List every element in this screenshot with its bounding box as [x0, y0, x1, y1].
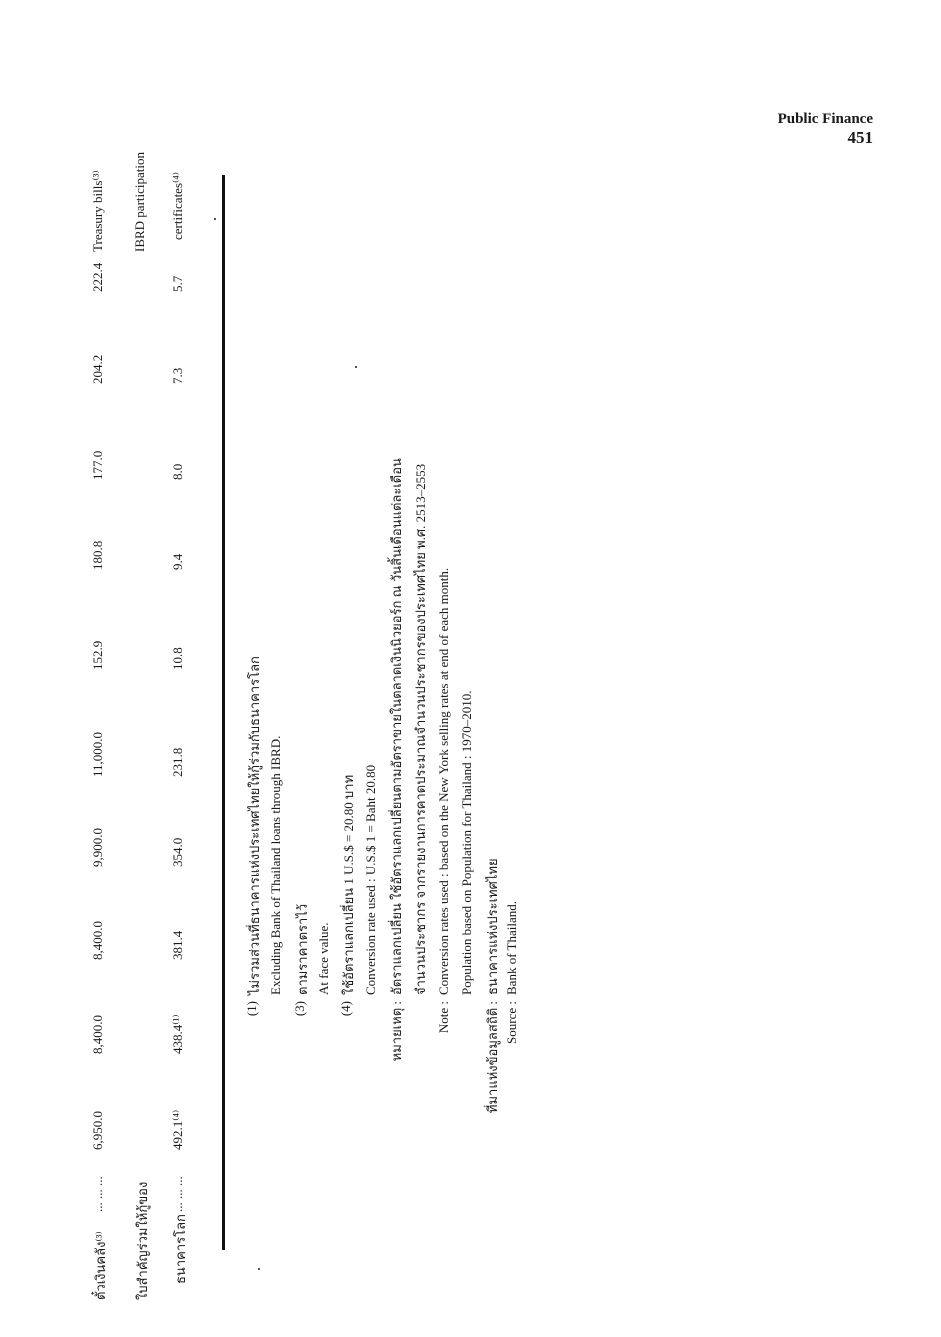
cell: 11,000.0: [90, 731, 105, 777]
footnote-text: อัตราแลกเปลี่ยน ใช้อัตราแลกเปลี่ยนตามอัตราขายในตลาดเงินนิวยอร์ก ณ วันสิ้นเดือนแต่ละเดือน: [389, 458, 404, 995]
footnote: [363, 765, 379, 995]
cell: 9,900.0: [90, 828, 105, 867]
footnote: [482, 858, 503, 1114]
cell: 204.2: [90, 354, 105, 384]
cell: 8,400.0: [90, 921, 105, 960]
footnote-text: Bank of Thailand.: [504, 901, 519, 995]
row-label-english-line1: IBRD participation: [132, 151, 147, 252]
cell: 231.8: [170, 747, 185, 777]
footnote-text: ใช้อัตราแลกเปลี่ยน 1 U.S.$ = 20.80 บาท: [341, 774, 356, 995]
cell: 354.0: [170, 837, 185, 867]
footnote: [244, 656, 265, 1017]
footnote-text: Conversion rates used : based on the New York selling rates at end of each month.: [436, 567, 451, 995]
footnote: [386, 458, 407, 1062]
row-dots: ... ... ...: [90, 1176, 105, 1212]
cell: 177.0: [90, 450, 105, 480]
page-number: 451: [847, 128, 873, 147]
footnote-key: (1): [244, 1001, 259, 1017]
cell: 222.4: [90, 262, 105, 292]
footnote-key: (3): [292, 1001, 307, 1017]
cell: 438.4⁽¹⁾: [170, 1014, 185, 1054]
footnote: [436, 567, 452, 1034]
cell: 6,950.0: [90, 1111, 105, 1150]
footnote-text: ไม่รวมส่วนที่ธนาคารแห่งประเทศไทยให้กู้ร่วมกับธนาคารโลก: [247, 656, 262, 995]
row-label-thai-line1: ใบสำคัญร่วมให้กู้ของ: [135, 1181, 150, 1300]
cell: 492.1⁽⁴⁾: [170, 1109, 185, 1150]
footnote-key: Source :: [504, 1001, 519, 1044]
footnote-text: Conversion rate used : U.S.$ 1 = Baht 20.80: [363, 764, 378, 995]
cell: 9.4: [170, 553, 185, 570]
footnote-key: (4): [338, 1001, 353, 1017]
cell: 381.4: [170, 930, 185, 960]
cell: 180.8: [90, 540, 105, 570]
footnote-text: ตามราคาตราไว้: [295, 903, 310, 995]
cell: 10.8: [170, 647, 185, 670]
footnote-key: หมายเหตุ :: [389, 1001, 404, 1062]
footnote: [268, 736, 284, 995]
footnote: [338, 774, 359, 1017]
cell: 5.7: [170, 275, 185, 292]
cell: 8,400.0: [90, 1015, 105, 1054]
rotated-table-page: [52, 151, 519, 1300]
footnote: [410, 464, 431, 995]
footnote-text: จำนวนประชากร จากรายงานการคาดประมาณจำนวนประชากรของประเทศไทย พ.ศ. 2513–2553: [413, 463, 428, 995]
footnote-key: Note :: [436, 1001, 451, 1034]
row-label-thai: ธนาคารโลก: [173, 1214, 188, 1284]
cell: 152.9: [90, 640, 105, 670]
footnote-text: At face value.: [316, 922, 331, 995]
footnote-key: ที่มาแห่งข้อมูลสถิติ :: [485, 1001, 500, 1114]
footnote-text: ธนาคารแห่งประเทศไทย: [485, 858, 500, 995]
row-dots: ... ... ...: [170, 1176, 185, 1212]
cell: 8.0: [170, 463, 185, 480]
cell: 7.3: [170, 367, 185, 384]
footnote: [504, 901, 520, 1044]
row-label-english: Treasury bills⁽³⁾: [90, 170, 105, 252]
page-header: [778, 110, 873, 148]
row-label-english: certificates⁽⁴⁾: [170, 172, 185, 240]
footnote: [292, 903, 313, 1017]
footnote-text: Excluding Bank of Thailand loans through IBRD.: [268, 735, 283, 995]
section-title: Public Finance: [777, 111, 873, 127]
footnote-text: Population based on Population for Thailand : 1970–2010.: [459, 690, 474, 995]
footnote: [316, 922, 332, 995]
footnote: [459, 690, 475, 995]
row-label-thai: ตั๋วเงินคลัง⁽³⁾: [93, 1231, 108, 1300]
